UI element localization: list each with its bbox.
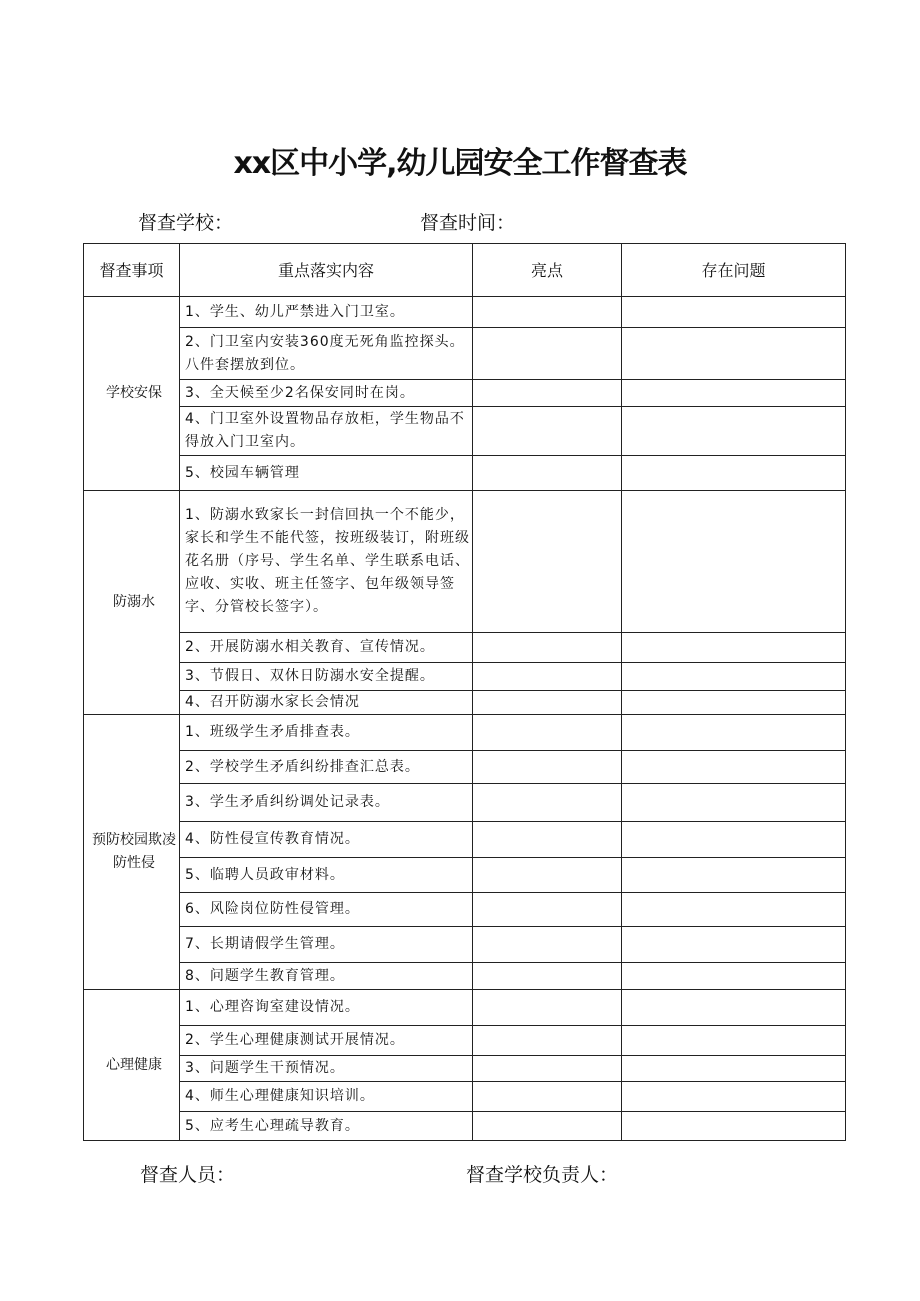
- highlight-cell[interactable]: [473, 1056, 622, 1082]
- table-row: [84, 297, 846, 328]
- problem-cell[interactable]: [622, 751, 846, 784]
- problem-cell[interactable]: [622, 1026, 846, 1056]
- item-cell: 4、召开防溺水家长会情况: [180, 691, 473, 715]
- category-anti-bullying: 预防校园欺凌防性侵: [84, 715, 180, 990]
- problem-cell[interactable]: [622, 491, 846, 633]
- header-row: [84, 244, 846, 297]
- problem-cell[interactable]: [622, 822, 846, 858]
- header-highlights: 亮点: [473, 244, 622, 297]
- highlight-cell[interactable]: [473, 633, 622, 663]
- table-row: [84, 328, 846, 380]
- item-cell: 2、学生心理健康测试开展情况。: [180, 1026, 473, 1056]
- item-cell: 1、心理咨询室建设情况。: [180, 990, 473, 1026]
- highlight-cell[interactable]: [473, 1026, 622, 1056]
- table-row: [84, 1026, 846, 1056]
- item-cell: 4、防性侵宣传教育情况。: [180, 822, 473, 858]
- problem-cell[interactable]: [622, 927, 846, 963]
- item-cell: 3、问题学生干预情况。: [180, 1056, 473, 1082]
- category-drowning-prevention: 防溺水: [84, 491, 180, 715]
- table-row: [84, 407, 846, 456]
- item-cell: 3、节假日、双休日防溺水安全提醒。: [180, 663, 473, 691]
- item-cell: 3、全天候至少2名保安同时在岗。: [180, 380, 473, 407]
- problem-cell[interactable]: [622, 1056, 846, 1082]
- problem-cell[interactable]: [622, 328, 846, 380]
- table-row: [84, 990, 846, 1026]
- table-row: [84, 633, 846, 663]
- highlight-cell[interactable]: [473, 927, 622, 963]
- highlight-cell[interactable]: [473, 491, 622, 633]
- problem-cell[interactable]: [622, 407, 846, 456]
- item-cell: 4、门卫室外设置物品存放柜，学生物品不得放入门卫室内。: [180, 407, 473, 456]
- highlight-cell[interactable]: [473, 715, 622, 751]
- item-cell: 1、学生、幼儿严禁进入门卫室。: [180, 297, 473, 328]
- item-cell: 5、应考生心理疏导教育。: [180, 1112, 473, 1141]
- problem-cell[interactable]: [622, 893, 846, 927]
- table-row: [84, 715, 846, 751]
- category-mental-health: 心理健康: [84, 990, 180, 1141]
- item-cell: 2、学校学生矛盾纠纷排查汇总表。: [180, 751, 473, 784]
- highlight-cell[interactable]: [473, 663, 622, 691]
- item-cell: 1、班级学生矛盾排查表。: [180, 715, 473, 751]
- highlight-cell[interactable]: [473, 691, 622, 715]
- page-title: xx区中小学,幼儿园安全工作督查表: [233, 146, 687, 181]
- table-row: [84, 1112, 846, 1141]
- inspection-table: [83, 243, 846, 1141]
- table-row: [84, 963, 846, 990]
- highlight-cell[interactable]: [473, 456, 622, 491]
- item-cell: 7、长期请假学生管理。: [180, 927, 473, 963]
- item-cell: 5、校园车辆管理: [180, 456, 473, 491]
- problem-cell[interactable]: [622, 691, 846, 715]
- problem-cell[interactable]: [622, 663, 846, 691]
- problem-cell[interactable]: [622, 1082, 846, 1112]
- inspector-label: 督查人员：: [140, 1164, 236, 1186]
- inspection-time-label: 督查时间：: [420, 212, 516, 234]
- table-row: [84, 751, 846, 784]
- problem-cell[interactable]: [622, 963, 846, 990]
- highlight-cell[interactable]: [473, 407, 622, 456]
- table-row: [84, 784, 846, 822]
- problem-cell[interactable]: [622, 380, 846, 407]
- highlight-cell[interactable]: [473, 380, 622, 407]
- item-cell: 4、师生心理健康知识培训。: [180, 1082, 473, 1112]
- table-row: [84, 1056, 846, 1082]
- highlight-cell[interactable]: [473, 963, 622, 990]
- highlight-cell[interactable]: [473, 328, 622, 380]
- table-row: [84, 663, 846, 691]
- highlight-cell[interactable]: [473, 1112, 622, 1141]
- item-cell: 6、风险岗位防性侵管理。: [180, 893, 473, 927]
- school-head-label: 督查学校负责人：: [466, 1164, 619, 1186]
- item-cell: 1、防溺水致家长一封信回执一个不能少，家长和学生不能代签，按班级装订，附班级花名册（序号、学生名单、学生联系电话、应收、实收、班主任签字、包年级领导签字、分管校长签字）。: [180, 491, 473, 633]
- table-row: [84, 927, 846, 963]
- highlight-cell[interactable]: [473, 858, 622, 893]
- table-row: [84, 491, 846, 633]
- item-cell: 2、开展防溺水相关教育、宣传情况。: [180, 633, 473, 663]
- table-row: [84, 822, 846, 858]
- problem-cell[interactable]: [622, 297, 846, 328]
- highlight-cell[interactable]: [473, 822, 622, 858]
- problem-cell[interactable]: [622, 715, 846, 751]
- table-row: [84, 380, 846, 407]
- problem-cell[interactable]: [622, 456, 846, 491]
- item-cell: 5、临聘人员政审材料。: [180, 858, 473, 893]
- table-row: [84, 893, 846, 927]
- inspected-school-label: 督查学校：: [138, 212, 234, 234]
- header-content: 重点落实内容: [180, 244, 473, 297]
- item-cell: 2、门卫室内安装360度无死角监控探头。八件套摆放到位。: [180, 328, 473, 380]
- highlight-cell[interactable]: [473, 893, 622, 927]
- header-category: 督查事项: [84, 244, 180, 297]
- problem-cell[interactable]: [622, 858, 846, 893]
- item-cell: 8、问题学生教育管理。: [180, 963, 473, 990]
- table-row: [84, 1082, 846, 1112]
- highlight-cell[interactable]: [473, 784, 622, 822]
- problem-cell[interactable]: [622, 633, 846, 663]
- table-row: [84, 691, 846, 715]
- table-row: [84, 456, 846, 491]
- category-school-security: 学校安保: [84, 297, 180, 491]
- table-row: [84, 858, 846, 893]
- problem-cell[interactable]: [622, 784, 846, 822]
- highlight-cell[interactable]: [473, 751, 622, 784]
- problem-cell[interactable]: [622, 1112, 846, 1141]
- highlight-cell[interactable]: [473, 297, 622, 328]
- problem-cell[interactable]: [622, 990, 846, 1026]
- highlight-cell[interactable]: [473, 1082, 622, 1112]
- header-problems: 存在问题: [622, 244, 846, 297]
- highlight-cell[interactable]: [473, 990, 622, 1026]
- item-cell: 3、学生矛盾纠纷调处记录表。: [180, 784, 473, 822]
